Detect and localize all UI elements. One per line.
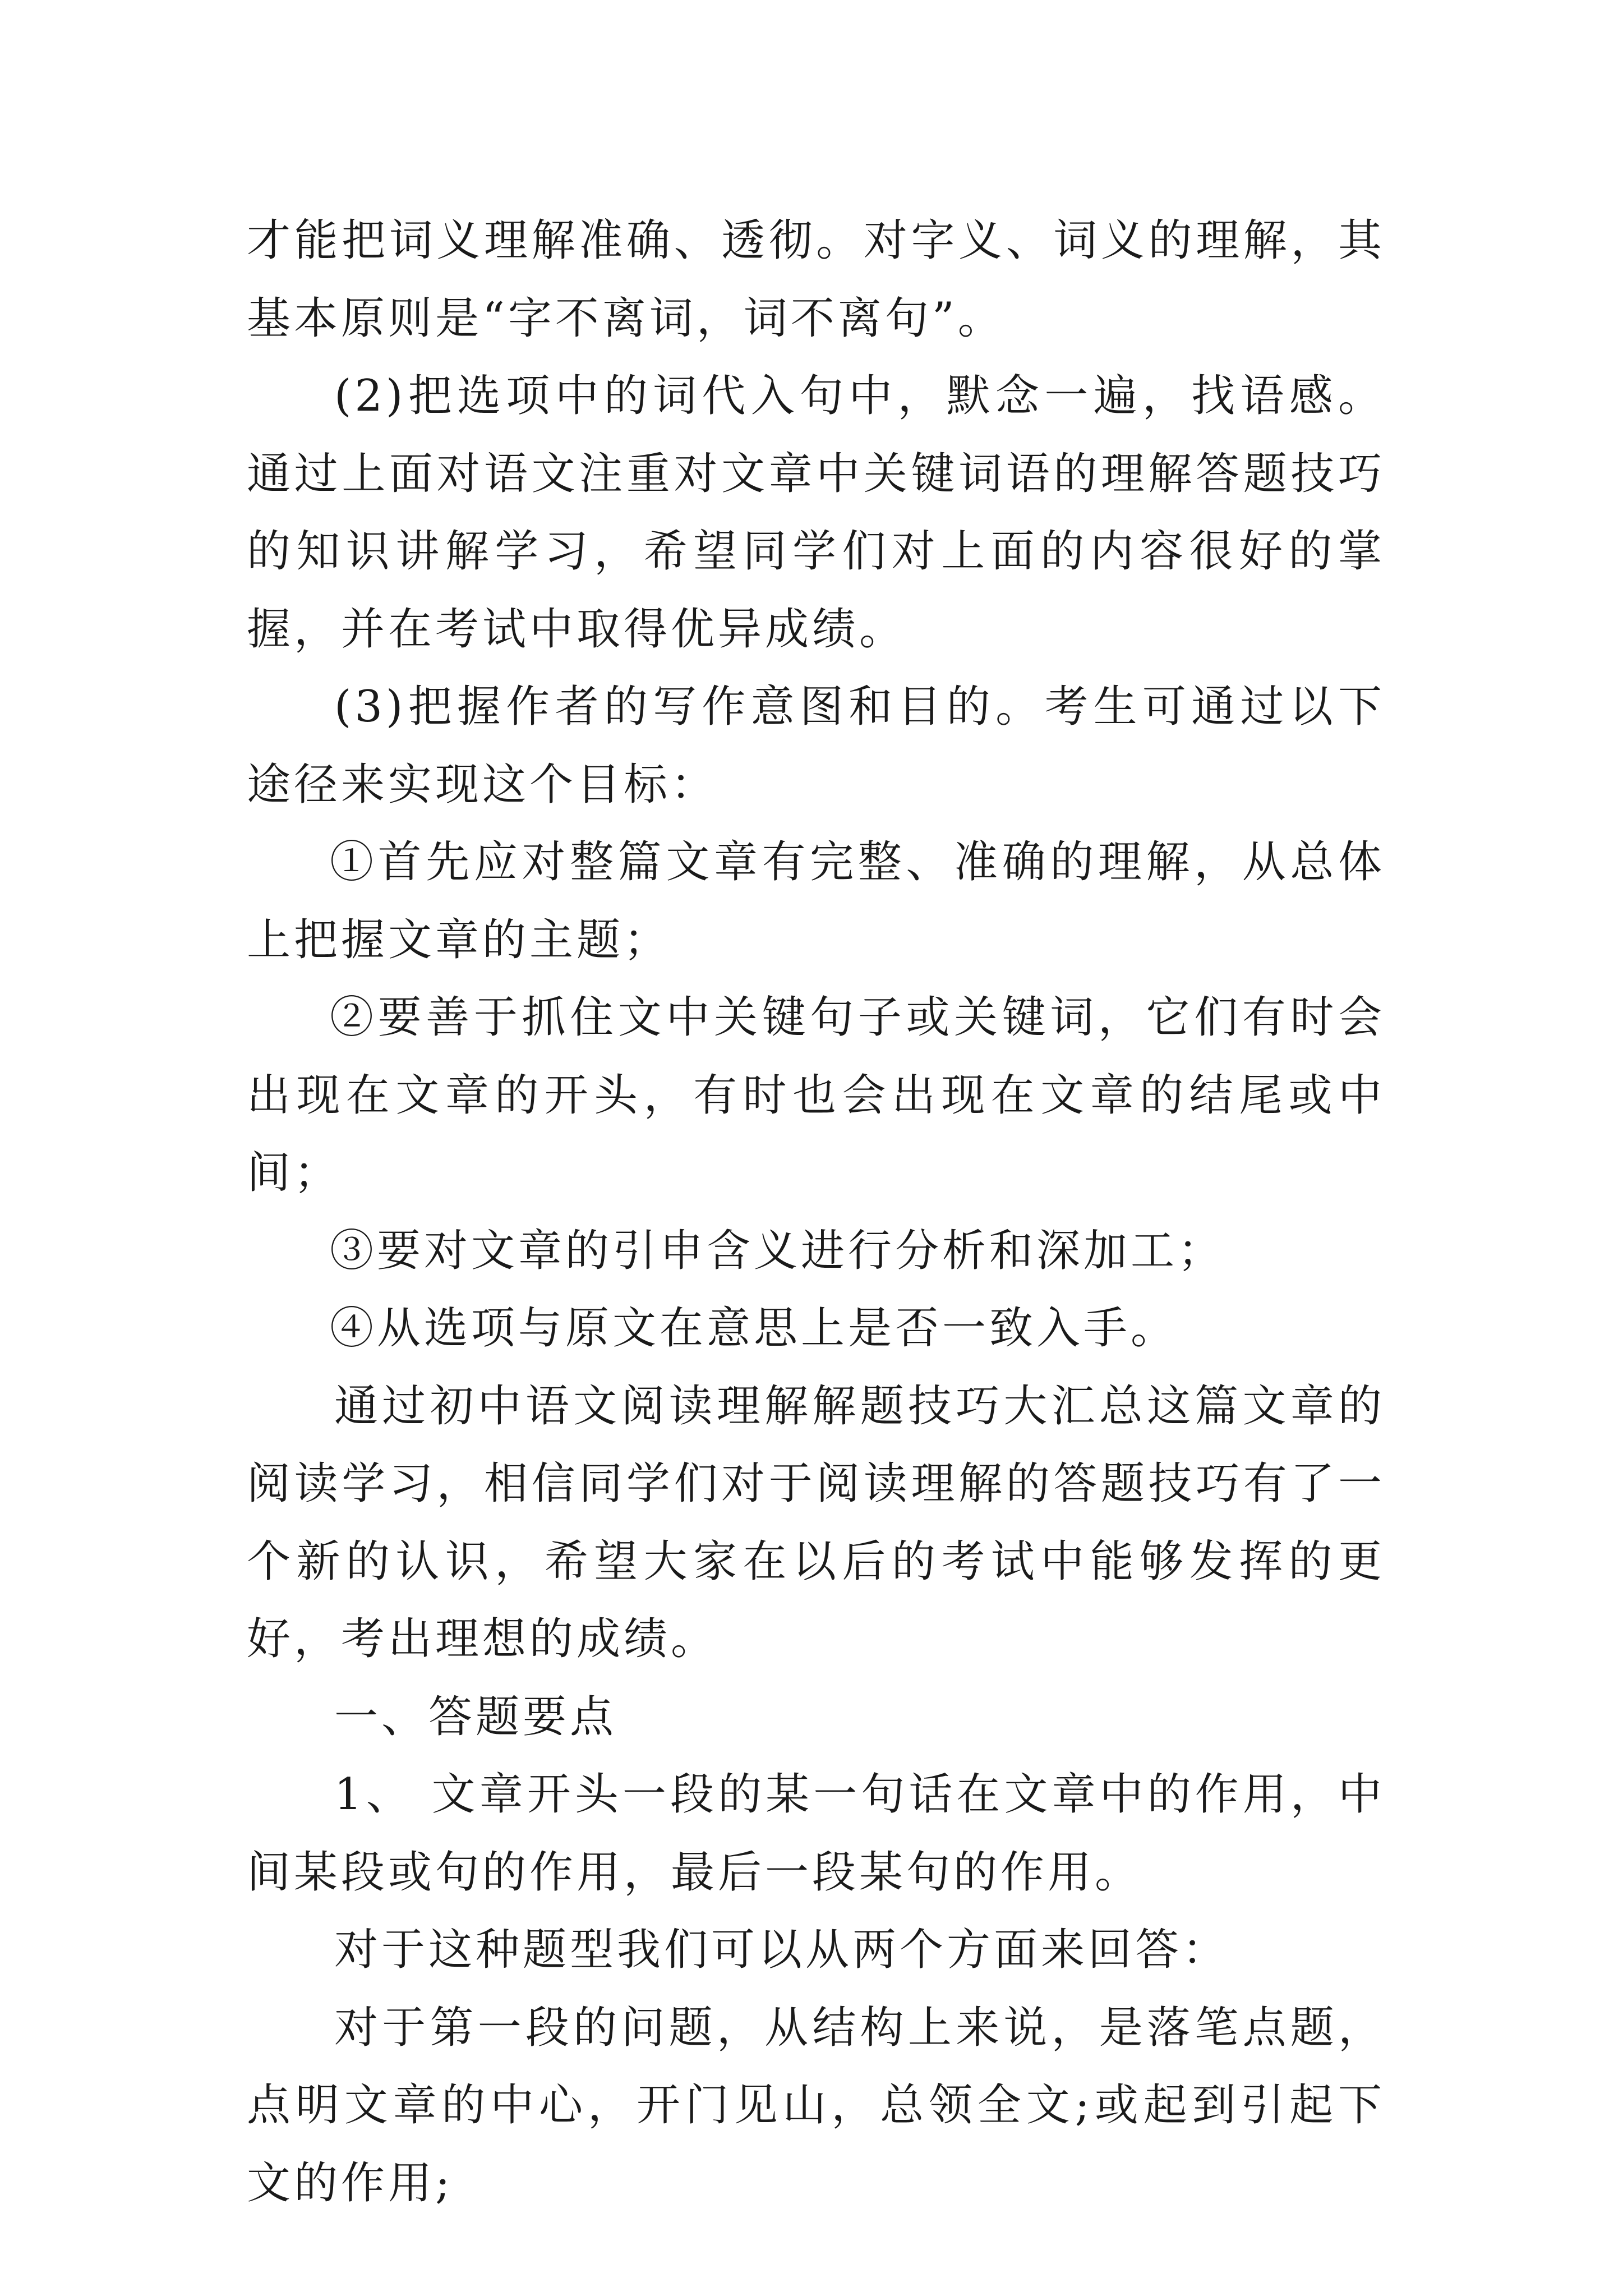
- paragraph-point-1: 1、 文章开头一段的某一句话在文章中的作用，中间某段或句的作用，最后一段某句的作用。: [247, 1769, 1385, 1898]
- paragraph-answer-intro: 对于这种题型我们可以从两个方面来回答：: [334, 1925, 1230, 1975]
- paragraph-summary: 通过初中语文阅读理解解题技巧大汇总这篇文章的阅读学习，相信同学们对于阅读理解的答题技巧有了一个新的认识，希望大家在以后的考试中能够发挥的更好，考出理想的成绩。: [247, 1381, 1385, 1664]
- document-body: [247, 202, 1385, 2222]
- section-heading: 一、答题要点: [334, 1691, 617, 1742]
- list-item-4: ④从选项与原文在意思上是否一致入手。: [330, 1303, 1178, 1354]
- paragraph-method-2: (2)把选项中的词代入句中，默念一遍，找语感。通过上面对语文注重对文章中关键词语的理解答题技巧的知识讲解学习，希望同学们对上面的内容很好的掌握，并在考试中取得优异成绩。: [247, 371, 1385, 655]
- list-item-2: ②要善于抓住文中关键句子或关键词，它们有时会出现在文章的开头，有时也会出现在文章的结尾或中间；: [247, 992, 1385, 1198]
- paragraph-first-section: 对于第一段的问题，从结构上来说，是落笔点题，点明文章的中心，开门见山，总领全文;或起到引起下文的作用;: [247, 2002, 1385, 2208]
- list-item-1: ①首先应对整篇文章有完整、准确的理解，从总体上把握文章的主题；: [247, 837, 1385, 965]
- list-item-3: ③要对文章的引申含义进行分析和深加工；: [330, 1225, 1225, 1276]
- paragraph-continuation: 才能把词义理解准确、透彻。对字义、词义的理解，其基本原则是“字不离词，词不离句”。: [247, 215, 1385, 344]
- paragraph-method-3: (3)把握作者的写作意图和目的。考生可通过以下途径来实现这个目标：: [247, 682, 1385, 810]
